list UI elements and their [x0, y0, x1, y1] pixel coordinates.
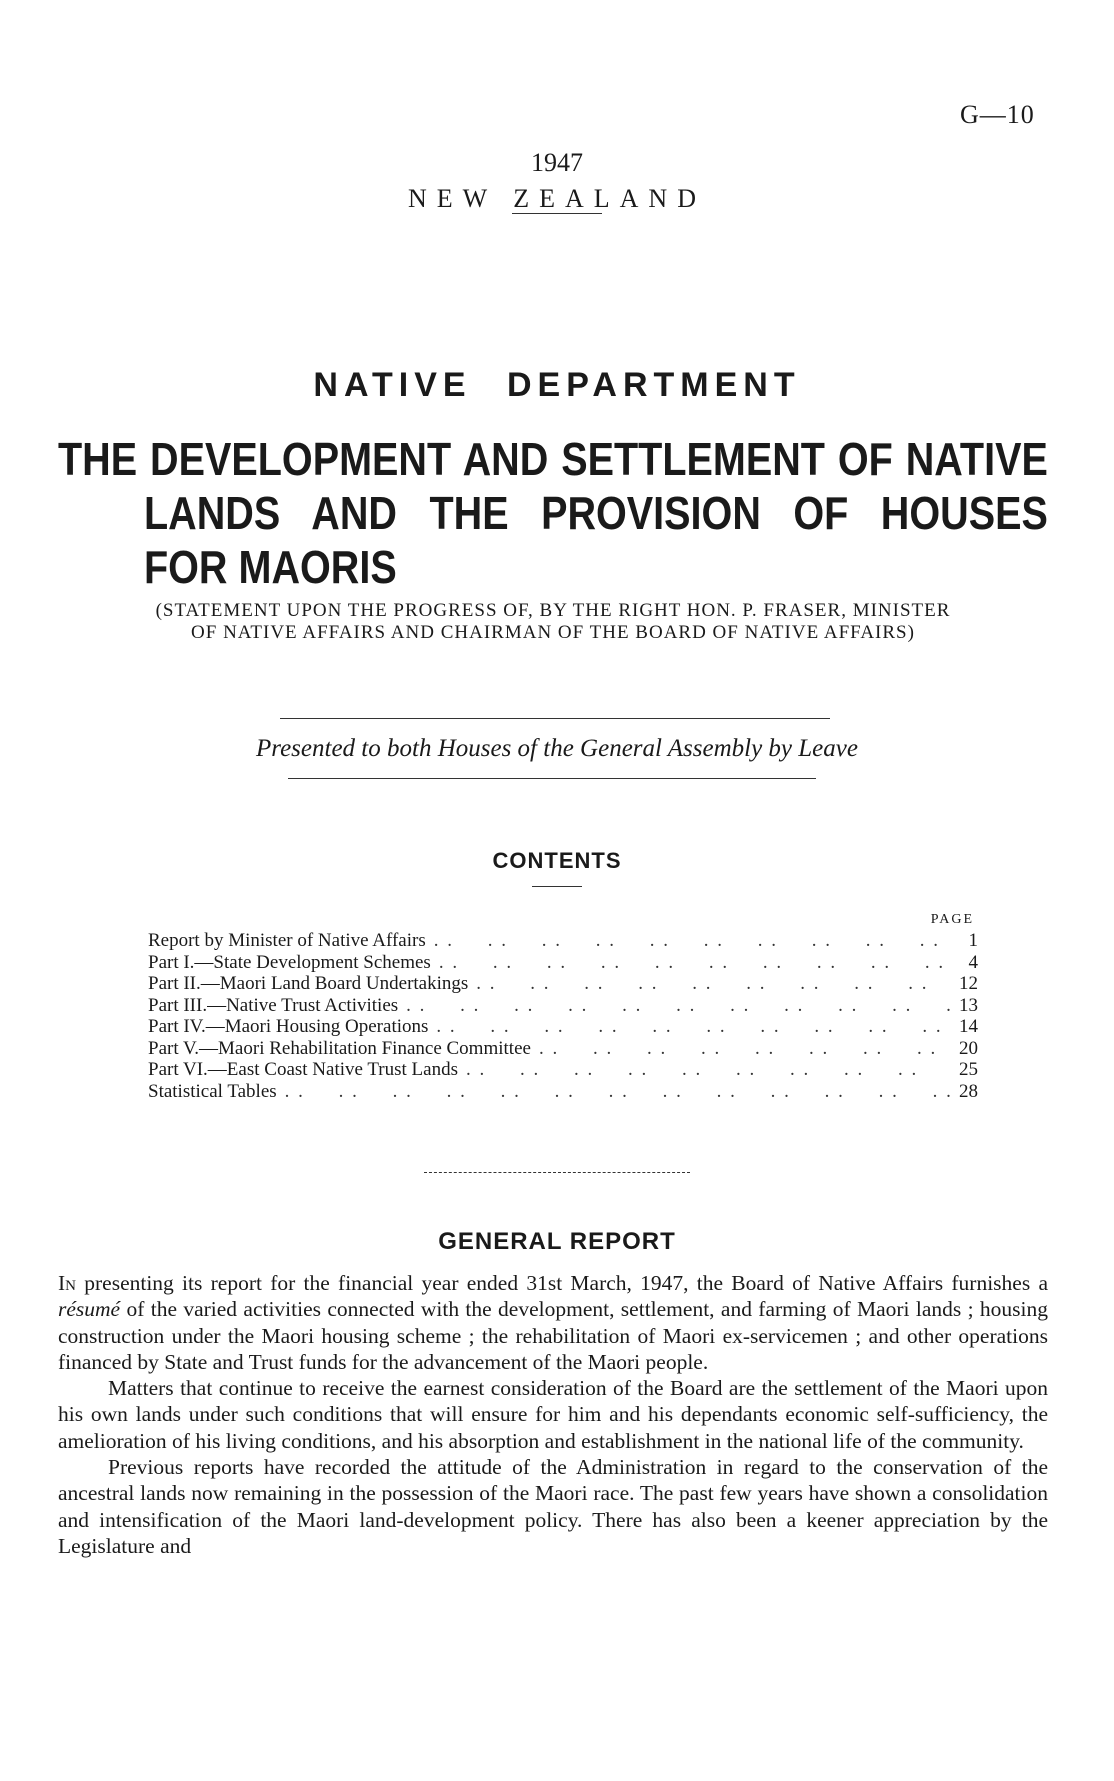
toc-page: 28: [959, 1080, 978, 1102]
title-line: FOR MAORIS: [144, 541, 397, 593]
contents-heading: CONTENTS: [492, 848, 622, 873]
divider: [512, 213, 602, 214]
paragraph-text: of the varied activities connected with the development, settlement, and farming of Maori lands ; housing construction under the Maori housing scheme ; the rehabilitation of Maori ex-servicemen ; and other operations financed by State and Trust funds for the advancement of the Maori people.: [58, 1297, 1048, 1374]
paragraph: [58, 1270, 1048, 1375]
toc-row: [148, 952, 978, 974]
divider: [280, 718, 830, 719]
statement-line: OF NATIVE AFFAIRS AND CHAIRMAN OF THE BOARD OF NATIVE AFFAIRS): [191, 622, 915, 643]
statement-line: (STATEMENT UPON THE PROGRESS OF, BY THE RIGHT HON. P. FRASER, MINISTER: [155, 600, 951, 621]
toc-leader: [468, 973, 950, 995]
presented-note: Presented to both Houses of the General Assembly by Leave: [256, 735, 858, 762]
toc-label: Part I.—State Development Schemes: [148, 951, 431, 973]
department-heading: NATIVE DEPARTMENT: [313, 366, 801, 404]
toc-leader: [398, 995, 950, 1017]
toc-page: 12: [959, 973, 978, 994]
toc-leader: [531, 1038, 950, 1060]
statement-subtitle: [58, 600, 1048, 644]
report-body: [58, 1270, 1048, 1559]
title-line: THE DEVELOPMENT AND SETTLEMENT OF NATIVE: [58, 433, 1048, 485]
toc-label: Part V.—Maori Rehabilitation Finance Committee: [148, 1037, 531, 1059]
toc-leader: [431, 952, 950, 974]
toc-row: [148, 973, 978, 995]
table-of-contents: [148, 912, 978, 1102]
toc-row: [148, 1059, 978, 1081]
toc-label: Report by Minister of Native Affairs: [148, 930, 426, 951]
toc-page: 1: [968, 930, 978, 951]
toc-leader: [277, 1081, 950, 1103]
toc-page: 4: [968, 951, 978, 973]
toc-page: 13: [959, 994, 978, 1016]
toc-row: [148, 930, 978, 952]
toc-page: 20: [959, 1037, 978, 1059]
toc-page: 25: [959, 1059, 978, 1080]
toc-row: [148, 1016, 978, 1038]
toc-leader: [458, 1059, 950, 1081]
toc-label: Part IV.—Maori Housing Operations: [148, 1016, 429, 1037]
title-line: LANDS AND THE PROVISION OF HOUSES: [144, 487, 1048, 539]
page-column-label: PAGE: [930, 912, 974, 927]
toc-label: Part II.—Maori Land Board Undertakings: [148, 973, 469, 994]
toc-label: Statistical Tables: [148, 1080, 277, 1102]
divider: [532, 886, 582, 887]
toc-row: [148, 1038, 978, 1060]
year: 1947: [531, 148, 583, 177]
document-reference: G—10: [960, 100, 1035, 129]
divider: [424, 1172, 690, 1173]
toc-label: Part III.—Native Trust Activities: [148, 994, 399, 1016]
paragraph: Previous reports have recorded the attitude of the Administration in regard to the conservation of the ancestral lands now remaining in the possession of the Maori race. The past few years have shown a consolidation and intensification of the Maori land-development policy. There has also been a keener appreciation by the Legislature and: [58, 1455, 1048, 1558]
country-heading: NEW ZEALAND: [408, 184, 706, 213]
italic-word: résumé: [58, 1297, 121, 1322]
toc-label: Part VI.—East Coast Native Trust Lands: [148, 1059, 458, 1080]
paragraph: Matters that continue to receive the earnest consideration of the Board are the settlement of the Maori upon his own lands under such conditions that will ensure for him and his dependants economic self-sufficiency, the amelioration of his living conditions, and his absorption and establishment in the national life of the community.: [58, 1376, 1048, 1453]
toc-page: 14: [959, 1016, 978, 1037]
lead-word: In: [58, 1271, 76, 1295]
toc-row: [148, 995, 978, 1017]
toc-row: [148, 1081, 978, 1103]
main-title: [58, 432, 1048, 594]
divider: [288, 778, 816, 779]
paragraph-text: presenting its report for the financial year ended 31st March, 1947, the Board of Native Affairs furnishes a: [76, 1271, 1048, 1295]
toc-leader: [426, 930, 950, 952]
general-report-heading: GENERAL REPORT: [438, 1228, 676, 1255]
toc-leader: [428, 1016, 950, 1038]
